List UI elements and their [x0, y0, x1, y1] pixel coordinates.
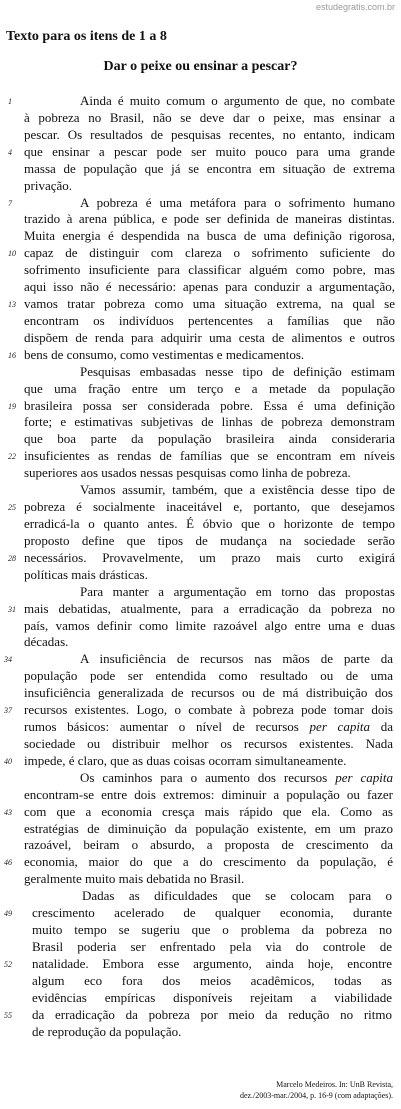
text-line: proposto define que tipos de mudança na sociedade serão: [24, 532, 395, 548]
text-line: estratégias de diminuição da população existente, em um prazo: [24, 820, 393, 836]
text-line: insuficiência generalizada de recursos ou de má distribuição dos: [24, 685, 393, 701]
text-line: com que a economia cresça mais rápido que ela. Como as: [24, 803, 393, 819]
text-line: sociedade ou distribuir melhor os recursos existentes. Nada: [24, 735, 393, 751]
line-number: 31: [8, 604, 16, 614]
text-line: insuficientes as rendas de famílias que se encontram em níveis: [24, 448, 395, 464]
text-line: vamos tratar pobreza como uma situação extrema, na qual se: [24, 296, 395, 312]
section-header: Texto para os itens de 1 a 8: [6, 29, 167, 44]
line-number: 1: [8, 97, 12, 106]
text-line: dispõem de renda para adquirir uma cesta de alimentos e outros: [24, 329, 395, 345]
text-line: país, vamos definir como limite razoável algo entre uma e duas: [24, 617, 395, 633]
text-line: que boa parte da população brasileira ainda consideraria: [24, 431, 395, 447]
citation-line-1: Marcelo Medeiros. In: UnB Revista,: [276, 1080, 393, 1089]
text-line: Os caminhos para o aumento dos recursos per capita: [80, 769, 393, 785]
line-number: 25: [8, 503, 16, 513]
text-line: erradicá-la o quanto antes. É óbvio que o horizonte de tempo: [24, 516, 395, 531]
line-number: 46: [4, 858, 12, 868]
text-line: aqui isso não é necessário: apenas para conduzir a argumentação,: [24, 279, 395, 295]
text-line: A insuficiência de recursos nas mãos de parte da: [80, 651, 393, 667]
text-line: Dadas as dificuldades que se colocam para o: [82, 888, 392, 904]
text-line: da erradicação da pobreza por meio da redução no ritmo: [32, 1006, 392, 1022]
line-number: 22: [8, 452, 16, 462]
text-line: encontram-se entre dois extremos: diminuir a população ou fazer: [24, 786, 393, 802]
line-number: 49: [4, 909, 12, 919]
line-number: 4: [8, 147, 12, 157]
text-line: Muita energia é despendida na busca de uma definição rigorosa,: [24, 228, 395, 244]
text-line: capaz de distinguir com clareza o sofrimento suficiente do: [24, 245, 395, 261]
text-line: impede, é claro, que as duas coisas ocorram simultaneamente.: [24, 752, 347, 768]
line-number: 55: [4, 1010, 12, 1020]
line-number: 34: [4, 655, 12, 665]
line-number: 40: [4, 756, 12, 766]
line-number: 43: [4, 807, 12, 817]
text-line: necessários. Provavelmente, um prazo mais curto exigirá: [24, 549, 395, 565]
line-number: 19: [8, 401, 16, 411]
text-line: geralmente muito mais debatida no Brasil.: [24, 871, 245, 887]
text-line: natalidade. Embora esse argumento, ainda hoje, encontre: [32, 955, 392, 971]
text-line: encontram os indivíduos pertencentes a famílias que não: [24, 312, 395, 328]
text-line: razoável, beiram o absurdo, a proposta de crescimento da: [24, 837, 393, 853]
text-title: Dar o peixe ou ensinar a pescar?: [103, 59, 298, 74]
text-line: recursos existentes. Logo, o combate à pobreza pode tomar dois: [24, 702, 393, 718]
text-line: crescimento acelerado de qualquer economia, durante: [32, 905, 392, 921]
citation: [153, 1079, 393, 1101]
text-line: trazido à arena pública, e pode ser definida de maneiras distintas.: [24, 211, 395, 227]
text-line: algum eco fora dos meios acadêmicos, todas as: [32, 972, 392, 988]
text-line: à pobreza no Brasil, não se deve dar o peixe, mas ensinar a: [24, 109, 395, 125]
text-line: Brasil poderia ser enfrentado pela via do controle de: [32, 939, 392, 954]
text-line: economia, maior do que a do crescimento da população, é: [24, 854, 393, 870]
text-line: que uma fração entre um terço e a metade da população: [24, 380, 395, 396]
text-line: sofrimento insuficiente para classificar alguém como pobre, mas: [24, 262, 395, 278]
text-line: pescar. Os resultados de pesquisas recentes, no entanto, indicam: [24, 126, 395, 142]
text-line: que ensinar a pescar pode ser muito pouco para uma grande: [24, 143, 395, 159]
text-line: rumos básicos: aumentar o nível de recursos per capita da: [24, 719, 393, 735]
citation-line-2: dez./2003-mar./2004, p. 16-9 (com adaptações).: [239, 1091, 393, 1100]
text-line: Ainda é muito comum o argumento de que, no combate: [80, 93, 395, 108]
line-number: 37: [4, 706, 12, 716]
text-line: Para manter a argumentação em torno das propostas: [80, 583, 395, 599]
watermark: estudegratis.com.br: [315, 2, 395, 12]
text-line: forte; e estimativas subjetivas de linhas de pobreza demonstram: [24, 414, 395, 430]
line-number: 13: [8, 300, 16, 310]
text-line: população pode ser entendida como resultado ou de uma: [24, 668, 393, 684]
line-number: 10: [8, 249, 16, 259]
text-line: Pesquisas embasadas nesse tipo de definição estimam: [80, 363, 395, 379]
text-line: brasileira possa ser considerada pobre. Essa é uma definição: [24, 397, 395, 413]
text-line: décadas.: [24, 634, 69, 650]
text-line: superiores aos usados nessas pesquisas como linha de pobreza.: [24, 465, 351, 481]
text-line: políticas mais drásticas.: [24, 566, 148, 582]
text-line: muito tempo se sugeriu que o problema da pobreza no: [32, 922, 392, 938]
text-line: de reprodução da população.: [32, 1023, 182, 1039]
text-line: massa de população que já se encontra em situação de extrema: [24, 160, 395, 176]
text-line: pobreza é socialmente inaceitável e, portanto, que desejamos: [24, 499, 395, 515]
text-line: Vamos assumir, também, que a existência desse tipo de: [80, 482, 395, 498]
line-number: 28: [8, 553, 16, 563]
text-line: privação.: [24, 177, 73, 193]
line-number: 52: [4, 959, 12, 969]
text-line: mais debatidas, atualmente, para a erradicação da pobreza no: [24, 600, 395, 616]
text-line: evidências empíricas disponíveis rejeitam a viabilidade: [32, 989, 392, 1005]
line-number: 16: [8, 350, 16, 360]
text-line: A pobreza é uma metáfora para o sofrimento humano: [80, 194, 395, 210]
text-line: bens de consumo, como vestimentas e medicamentos.: [24, 346, 305, 362]
line-number: 7: [8, 198, 12, 208]
